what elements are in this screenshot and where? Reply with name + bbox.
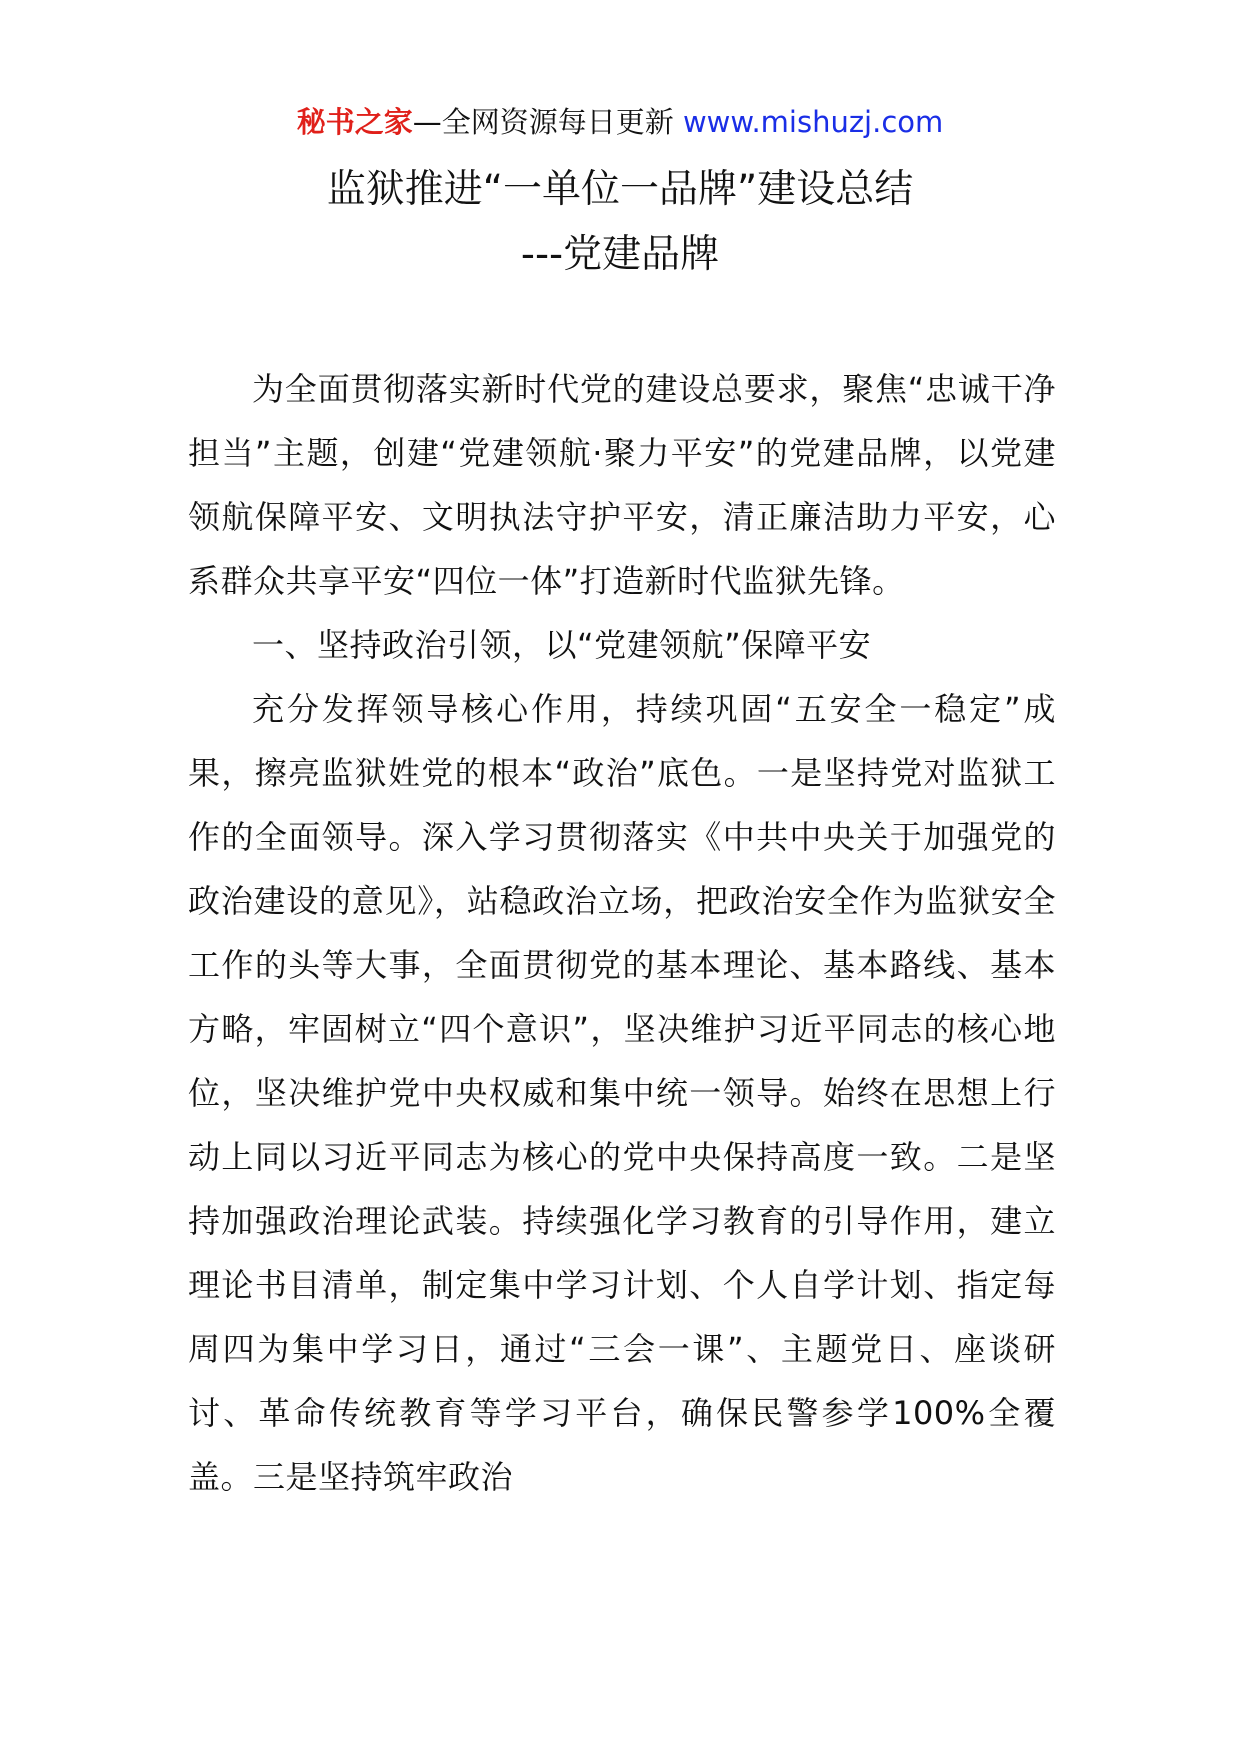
document-title: 监狱推进“一单位一品牌”建设总结 <box>326 167 914 212</box>
header-slogan: —全网资源每日更新 <box>412 105 683 139</box>
section-paragraph-1: 充分发挥领导核心作用，持续巩固“五安全一稳定”成果，擦亮监狱姓党的根本“政治”底色。一是坚持党对监狱工作的全面领导。深入学习贯彻落实《中共中央关于加强党的政治建设的意见》，站稳政治立场，把政治安全作为监狱安全工作的头等大事，全面贯彻党的基本理论、基本路线、基本方略，牢固树立“四个意识”，坚决维护习近平同志的核心地位，坚决维护党中央权威和集中统一领导。始终在思想上行动上同以习近平同志为核心的党中央保持高度一致。二是坚持加强政治理论武装。持续强化学习教育的引导作用，建立理论书目清单，制定集中学习计划、个人自学计划、指定每周四为集中学习日，通过“三会一课”、主题党日、座谈研讨、革命传统教育等学习平台，确保民警参学100%全覆盖。三是坚持筑牢政治 <box>188 690 1056 1496</box>
document-body <box>188 357 1056 1509</box>
document-subtitle: ---党建品牌 <box>520 232 720 277</box>
watermark-header <box>0 102 1240 142</box>
intro-paragraph: 为全面贯彻落实新时代党的建设总要求，聚焦“忠诚干净担当”主题，创建“党建领航·聚力平安”的党建品牌，以党建领航保障平安、文明执法守护平安，清正廉洁助力平安，心系群众共享平安“四位一体”打造新时代监狱先锋。 <box>188 370 1056 600</box>
header-url[interactable]: www.mishuzj.com <box>682 105 944 139</box>
brand-name: 秘书之家 <box>296 105 413 139</box>
section-heading-1: 一、坚持政治引领，以“党建领航”保障平安 <box>252 626 872 664</box>
